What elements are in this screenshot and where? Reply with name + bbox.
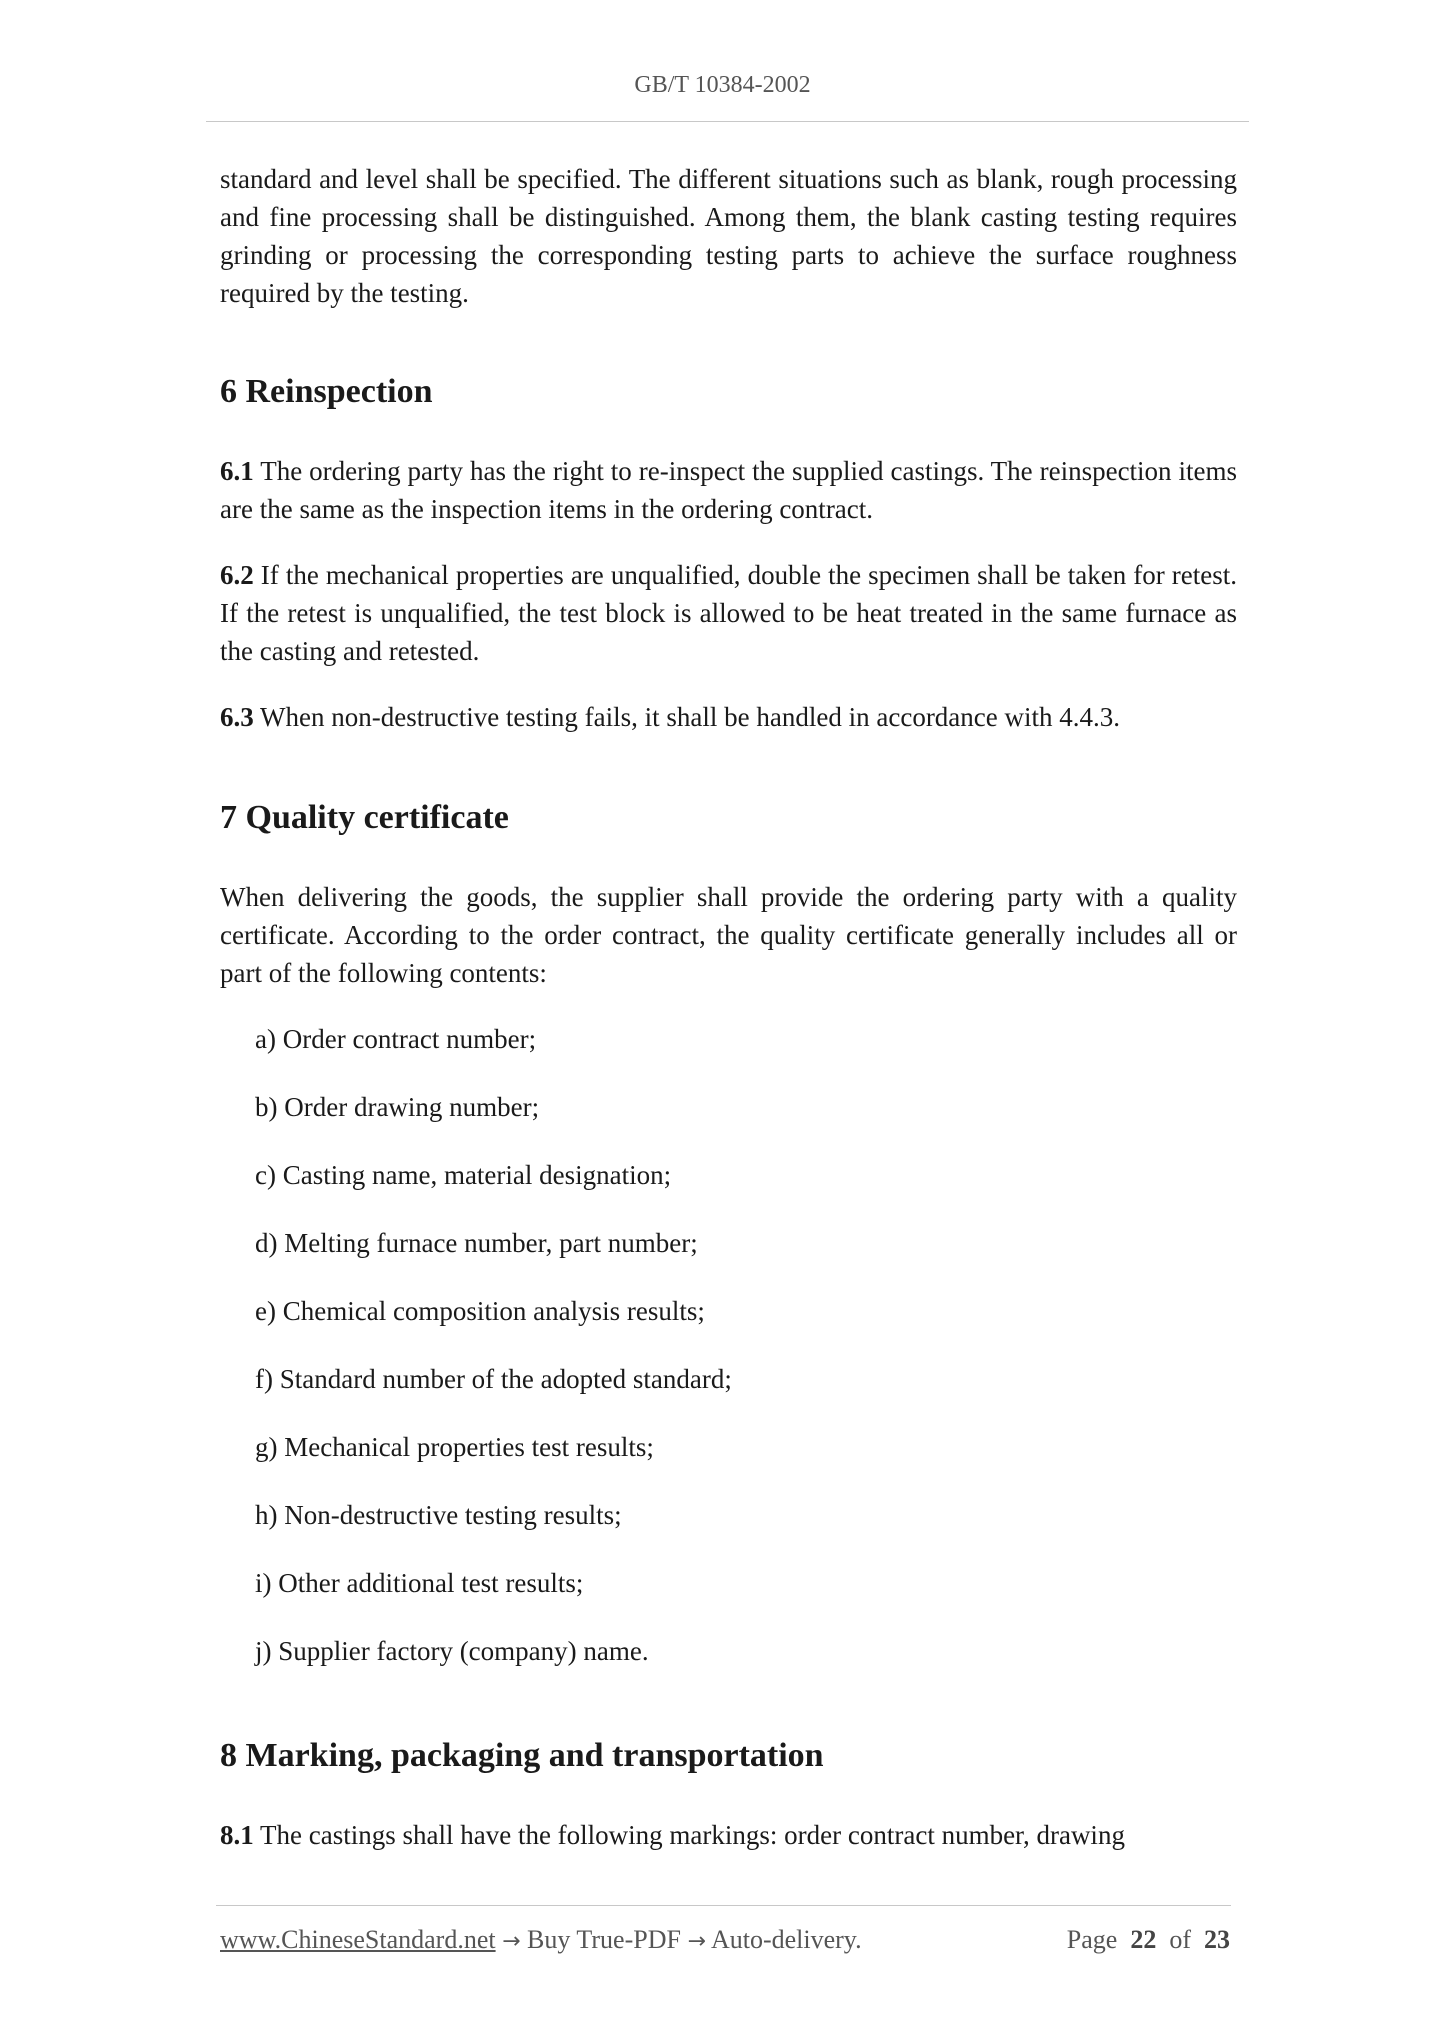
clause-text: When non-destructive testing fails, it shall be handled in accordance with 4.4.3. (260, 702, 1121, 732)
of-word: of (1169, 1925, 1191, 1954)
list-item: a) Order contract number; (255, 1024, 537, 1054)
list-item: b) Order drawing number; (255, 1092, 540, 1122)
intro-paragraph: standard and level shall be specified. The different situations such as blank, rough processing and fine processing shall be distinguished. Among them, the blank casting testing requires grinding or processing the corresponding testing parts to achieve the surface roughness required by the testing. (220, 164, 1237, 308)
buy-pdf-text: Buy True-PDF (527, 1925, 681, 1954)
page-header (0, 72, 1445, 99)
auto-delivery-text: Auto-delivery. (710, 1925, 862, 1954)
clause-8-1 (220, 1816, 1237, 1854)
site-link[interactable]: www.ChineseStandard.net (220, 1925, 496, 1954)
clause-text: The ordering party has the right to re-inspect the supplied castings. The reinspection items are the same as the inspection items in the ordering contract. (220, 456, 1237, 524)
page-footer (220, 1925, 1230, 1955)
clause-text: The castings shall have the following markings: order contract number, drawing (260, 1820, 1125, 1850)
list-item: e) Chemical composition analysis results; (255, 1296, 705, 1326)
certificate-contents-list (220, 1020, 1237, 1670)
list-item: i) Other additional test results; (255, 1568, 584, 1598)
section-7-heading: 7 Quality certificate (220, 799, 509, 836)
clause-number: 8.1 (220, 1820, 254, 1850)
clause-6-2 (220, 556, 1237, 670)
clause-text: If the mechanical properties are unqualified, double the specimen shall be taken for retest. If the retest is unqualified, the test block is allowed to be heat treated in the same furnace as the casting and retested. (220, 560, 1237, 666)
footer-divider (216, 1905, 1231, 1906)
page-indicator (1067, 1925, 1230, 1955)
clause-6-1 (220, 452, 1237, 528)
section-8-heading: 8 Marking, packaging and transportation (220, 1737, 824, 1774)
list-item: g) Mechanical properties test results; (255, 1432, 654, 1462)
document-body (220, 160, 1237, 1882)
section-6-heading: 6 Reinspection (220, 373, 433, 410)
clause-number: 6.3 (220, 702, 254, 732)
list-item: f) Standard number of the adopted standard; (255, 1364, 732, 1394)
document-code: GB/T 10384-2002 (634, 72, 811, 98)
clause-number: 6.1 (220, 456, 254, 486)
list-item: c) Casting name, material designation; (255, 1160, 672, 1190)
list-item: d) Melting furnace number, part number; (255, 1228, 698, 1258)
total-page-number: 23 (1204, 1925, 1230, 1954)
clause-number: 6.2 (220, 560, 254, 590)
section-7-intro: When delivering the goods, the supplier shall provide the ordering party with a quality certificate. According to the order contract, the quality certificate generally includes all or part of the following contents: (220, 882, 1237, 988)
list-item: j) Supplier factory (company) name. (255, 1636, 649, 1666)
arrow-right-icon: → (687, 1929, 706, 1954)
header-divider (206, 121, 1249, 122)
page-word: Page (1066, 1925, 1118, 1954)
clause-6-3 (220, 698, 1237, 736)
current-page-number: 22 (1130, 1925, 1157, 1954)
list-item: h) Non-destructive testing results; (255, 1500, 622, 1530)
arrow-right-icon: → (502, 1929, 521, 1954)
